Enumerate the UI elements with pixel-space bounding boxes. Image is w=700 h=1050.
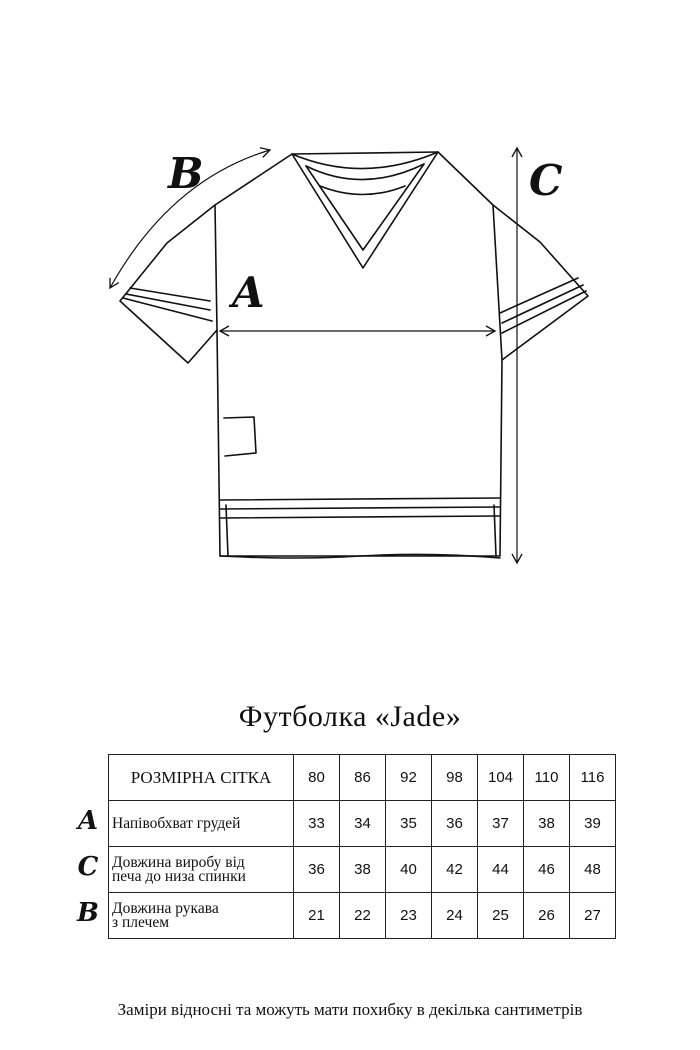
row-letter-a: A [77,806,99,836]
measurement-note: Заміри відносні та можуть мати похибку в декілька сантиметрів [117,1000,583,1019]
value-cell: 42 [432,847,478,893]
tshirt-body-outline [120,152,588,556]
row-label-length [109,847,294,893]
value-cell: 24 [432,893,478,939]
size-cell: 104 [478,755,524,801]
label-a: A [232,268,265,317]
value-cell: 36 [294,847,340,893]
size-cell: 92 [386,755,432,801]
label-b: B [168,149,204,198]
value-cell: 33 [294,801,340,847]
size-table [108,754,616,939]
table-row [109,847,616,893]
hem-band [220,498,500,500]
value-cell: 26 [524,893,570,939]
value-cell: 38 [524,801,570,847]
value-cell: 22 [340,893,386,939]
size-cell: 116 [570,755,616,801]
value-cell: 39 [570,801,616,847]
value-cell: 48 [570,847,616,893]
row-label-line: з плечем [112,913,170,931]
value-cell: 23 [386,893,432,939]
row-label-line: печа до низа спинки [112,867,246,885]
table-row [109,801,616,847]
value-cell: 34 [340,801,386,847]
value-cell: 21 [294,893,340,939]
label-patch [224,417,256,456]
value-cell: 44 [478,847,524,893]
row-letter-c: C [77,852,99,882]
row-label-chest [109,801,294,847]
value-cell: 25 [478,893,524,939]
size-cell: 86 [340,755,386,801]
left-sleeve-stripe [130,288,210,301]
value-cell: 37 [478,801,524,847]
size-cell: 98 [432,755,478,801]
product-title: Футболка «Jade» [238,700,462,733]
size-cell: 80 [294,755,340,801]
row-label-sleeve [109,893,294,939]
size-cell: 110 [524,755,570,801]
value-cell: 36 [432,801,478,847]
row-label-line: Напівобхват грудей [112,814,241,832]
size-grid-header: РОЗМІРНА СІТКА [109,755,294,801]
value-cell: 38 [340,847,386,893]
row-label-line: Довжина рукава [112,899,219,917]
row-letter-b: B [77,898,99,928]
right-sleeve-stripe [500,278,578,313]
table-row [109,893,616,939]
row-label-line: Довжина виробу від [112,853,245,871]
value-cell: 40 [386,847,432,893]
value-cell: 27 [570,893,616,939]
value-cell: 35 [386,801,432,847]
value-cell: 46 [524,847,570,893]
label-c: C [529,156,563,205]
table-header-row [109,755,616,801]
